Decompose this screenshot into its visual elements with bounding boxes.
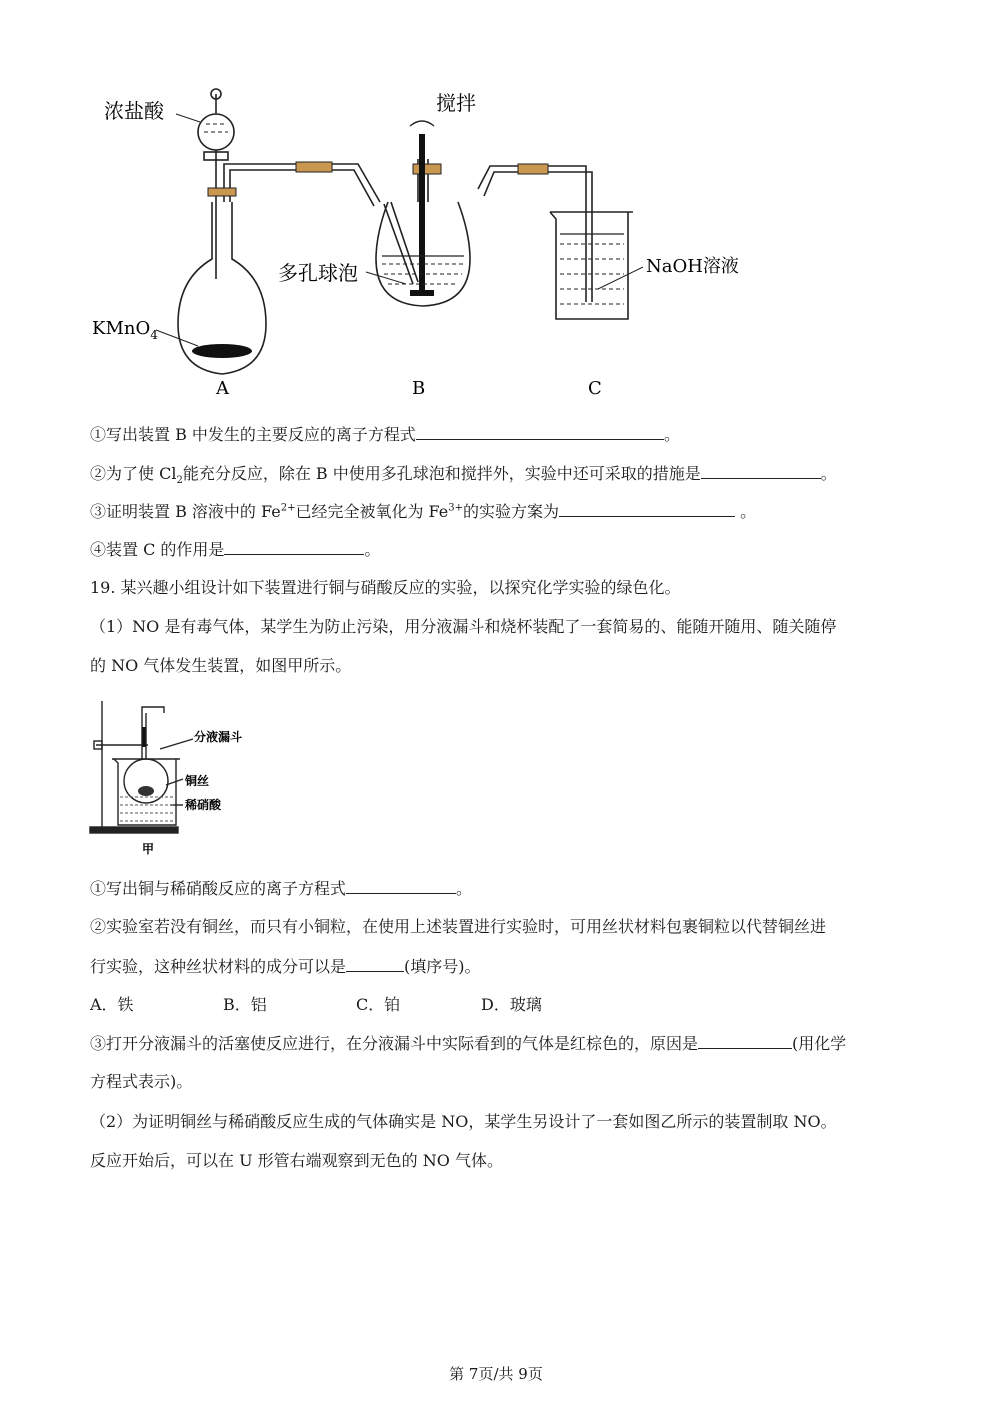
q18-item-4-end: 。 xyxy=(364,540,381,559)
label-naoh: NaOH溶液 xyxy=(646,256,739,277)
q19-p2-line1: （2）为证明铜丝与稀硝酸反应生成的气体确实是 NO，某学生另设计了一套如图乙所示的装置制取 NO。 xyxy=(90,1112,837,1131)
answer-blank[interactable] xyxy=(559,500,735,517)
label-stir: 搅拌 xyxy=(436,91,476,115)
q18-item-1-end: 。 xyxy=(663,425,680,444)
q19-sub-3-post: (用化学 xyxy=(792,1034,847,1053)
q18-item-3-end: 。 xyxy=(735,502,757,521)
q18-item-1 xyxy=(90,423,680,446)
q18-item-1-text: ①写出装置 B 中发生的主要反应的离子方程式 xyxy=(90,425,416,444)
option-a: A．铁 xyxy=(90,995,134,1014)
apparatus-diagram-abc xyxy=(88,84,748,402)
q19-p1-line1: （1）NO 是有毒气体，某学生为防止污染，用分液漏斗和烧杯装配了一套简易的、能随开随用、随关随停 xyxy=(90,617,837,636)
label-conc-hcl: 浓盐酸 xyxy=(104,99,164,123)
q19-sub-3-pre: ③打开分液漏斗的活塞使反应进行，在分液漏斗中实际看到的气体是红棕色的，原因是 xyxy=(90,1034,699,1053)
page-footer: 第 7页/共 9页 xyxy=(449,1365,543,1383)
q19-sub-1-text: ①写出铜与稀硝酸反应的离子方程式 xyxy=(90,879,347,898)
q18-item-4-text: ④装置 C 的作用是 xyxy=(90,540,225,559)
q18-item-2 xyxy=(90,462,837,485)
q18-item-3-sup2: 3+ xyxy=(448,502,464,514)
label-hno3: 稀硝酸 xyxy=(185,798,222,812)
q18-item-2-pre: ②为了使 Cl xyxy=(90,464,177,483)
label-a: A xyxy=(216,378,229,399)
q18-item-2-end: 。 xyxy=(820,464,837,483)
label-kmno4-sub: 4 xyxy=(150,328,158,342)
q18-item-4 xyxy=(90,538,380,561)
answer-blank[interactable] xyxy=(346,955,404,972)
q18-item-2-post: 能充分反应，除在 B 中使用多孔球泡和搅拌外，实验中还可采取的措施是 xyxy=(182,464,701,483)
label-jia: 甲 xyxy=(142,842,155,856)
q18-item-3-mid: 已经完全被氧化为 Fe xyxy=(295,502,449,521)
q18-item-3-pre: ③证明装置 B 溶液中的 Fe xyxy=(90,502,281,521)
q18-item-3-sup1: 2+ xyxy=(280,502,296,514)
q19-p2-line2: 反应开始后，可以在 U 形管右端观察到无色的 NO 气体。 xyxy=(90,1151,503,1170)
answer-blank[interactable] xyxy=(416,423,664,440)
q19-sub-1-end: 。 xyxy=(456,879,473,898)
label-kmno4: KMnO xyxy=(92,318,151,339)
q19-intro: 19. 某兴趣小组设计如下装置进行铜与硝酸反应的实验，以探究化学实验的绿色化。 xyxy=(90,578,681,597)
answer-blank[interactable] xyxy=(346,877,456,894)
q19-sub-3-line2: 方程式表示)。 xyxy=(90,1072,193,1091)
svg-text:KMnO4 xyxy=(92,318,158,342)
q18-item-3-post: 的实验方案为 xyxy=(463,502,560,521)
q19-options xyxy=(90,994,542,1016)
label-b: B xyxy=(412,378,426,399)
option-c: C．铂 xyxy=(356,995,401,1014)
q19-p1-line2: 的 NO 气体发生装置，如图甲所示。 xyxy=(90,656,352,675)
q18-item-2-sub: 2 xyxy=(176,475,183,487)
label-cu: 铜丝 xyxy=(185,774,210,788)
option-b: B．铝 xyxy=(223,995,267,1014)
answer-blank[interactable] xyxy=(701,462,821,479)
q18-item-3 xyxy=(90,500,756,523)
label-funnel: 分液漏斗 xyxy=(194,730,243,744)
q19-sub-3-line1 xyxy=(90,1032,846,1055)
label-c: C xyxy=(588,378,602,399)
answer-blank[interactable] xyxy=(698,1032,792,1049)
q19-sub-2-pre: 行实验，这种丝状材料的成分可以是 xyxy=(90,957,347,976)
apparatus-diagram-jia xyxy=(88,697,278,859)
label-bubbler: 多孔球泡 xyxy=(278,261,358,285)
q19-sub-1 xyxy=(90,877,472,900)
q19-sub-2-post: (填序号)。 xyxy=(404,957,481,976)
answer-blank[interactable] xyxy=(224,538,364,555)
q19-sub-2-line2 xyxy=(90,955,481,978)
option-d: D．玻璃 xyxy=(481,995,542,1014)
q19-sub-2-line1: ②实验室若没有铜丝，而只有小铜粒，在使用上述装置进行实验时，可用丝状材料包裹铜粒以代替铜丝进 xyxy=(90,917,827,936)
